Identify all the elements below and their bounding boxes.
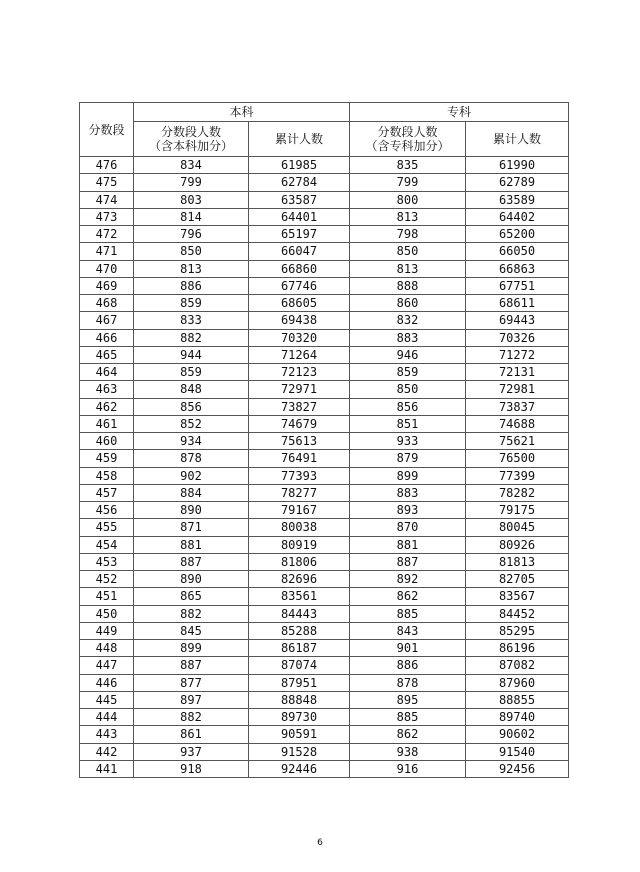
junior-count-cell: 813 — [350, 260, 466, 277]
table-row — [80, 605, 569, 622]
junior-count-cell: 888 — [350, 277, 466, 294]
undergrad-count-cell: 834 — [134, 157, 249, 174]
junior-cumulative-cell: 87960 — [466, 674, 569, 691]
table-row — [80, 312, 569, 329]
junior-count-cell: 832 — [350, 312, 466, 329]
junior-count-cell: 870 — [350, 519, 466, 536]
table-row — [80, 691, 569, 708]
undergrad-cumulative-cell: 79167 — [249, 502, 350, 519]
undergrad-count-cell: 856 — [134, 398, 249, 415]
score-cell: 469 — [80, 277, 134, 294]
junior-count-cell: 893 — [350, 502, 466, 519]
score-cell: 462 — [80, 398, 134, 415]
table-row — [80, 381, 569, 398]
score-cell: 451 — [80, 588, 134, 605]
table-row — [80, 346, 569, 363]
junior-cumulative-cell: 82705 — [466, 571, 569, 588]
junior-count-cell: 879 — [350, 450, 466, 467]
junior-count-cell: 799 — [350, 174, 466, 191]
table-row — [80, 760, 569, 777]
table-row — [80, 450, 569, 467]
score-cell: 453 — [80, 553, 134, 570]
table-row — [80, 277, 569, 294]
score-cell: 466 — [80, 329, 134, 346]
junior-count-cell: 862 — [350, 726, 466, 743]
table-row — [80, 467, 569, 484]
undergrad-count-cell: 833 — [134, 312, 249, 329]
undergrad-count-cell: 845 — [134, 622, 249, 639]
junior-cumulative-cell: 79175 — [466, 502, 569, 519]
header-junior-count-line1: 分数段人数 — [377, 125, 438, 139]
undergrad-cumulative-cell: 76491 — [249, 450, 350, 467]
undergrad-count-cell: 799 — [134, 174, 249, 191]
score-cell: 457 — [80, 484, 134, 501]
score-cell: 445 — [80, 691, 134, 708]
score-cell: 443 — [80, 726, 134, 743]
junior-cumulative-cell: 87082 — [466, 657, 569, 674]
undergrad-cumulative-cell: 88848 — [249, 691, 350, 708]
table-row — [80, 157, 569, 174]
undergrad-count-cell: 813 — [134, 260, 249, 277]
junior-count-cell: 892 — [350, 571, 466, 588]
score-cell: 475 — [80, 174, 134, 191]
table-row — [80, 709, 569, 726]
junior-count-cell: 850 — [350, 243, 466, 260]
score-cell: 447 — [80, 657, 134, 674]
junior-cumulative-cell: 61990 — [466, 157, 569, 174]
junior-count-cell: 851 — [350, 415, 466, 432]
junior-cumulative-cell: 68611 — [466, 295, 569, 312]
junior-cumulative-cell: 65200 — [466, 226, 569, 243]
junior-cumulative-cell: 62789 — [466, 174, 569, 191]
score-cell: 456 — [80, 502, 134, 519]
junior-cumulative-cell: 76500 — [466, 450, 569, 467]
score-cell: 459 — [80, 450, 134, 467]
junior-count-cell: 859 — [350, 364, 466, 381]
undergrad-cumulative-cell: 86187 — [249, 640, 350, 657]
score-cell: 442 — [80, 743, 134, 760]
score-cell: 460 — [80, 433, 134, 450]
table-row — [80, 640, 569, 657]
junior-cumulative-cell: 74688 — [466, 415, 569, 432]
score-cell: 458 — [80, 467, 134, 484]
undergrad-count-cell: 877 — [134, 674, 249, 691]
undergrad-cumulative-cell: 89730 — [249, 709, 350, 726]
score-cell: 465 — [80, 346, 134, 363]
undergrad-cumulative-cell: 66047 — [249, 243, 350, 260]
undergrad-count-cell: 882 — [134, 605, 249, 622]
junior-cumulative-cell: 80926 — [466, 536, 569, 553]
undergrad-count-cell: 871 — [134, 519, 249, 536]
junior-count-cell: 881 — [350, 536, 466, 553]
undergrad-count-cell: 890 — [134, 571, 249, 588]
undergrad-cumulative-cell: 85288 — [249, 622, 350, 639]
junior-cumulative-cell: 67751 — [466, 277, 569, 294]
junior-cumulative-cell: 75621 — [466, 433, 569, 450]
undergrad-count-cell: 861 — [134, 726, 249, 743]
undergrad-cumulative-cell: 83561 — [249, 588, 350, 605]
undergrad-count-cell: 850 — [134, 243, 249, 260]
header-junior-cumulative: 累计人数 — [466, 122, 569, 157]
table-row — [80, 553, 569, 570]
undergrad-count-cell: 897 — [134, 691, 249, 708]
undergrad-cumulative-cell: 81806 — [249, 553, 350, 570]
junior-count-cell: 887 — [350, 553, 466, 570]
undergrad-count-cell: 814 — [134, 208, 249, 225]
undergrad-count-cell: 852 — [134, 415, 249, 432]
header-junior-count-line2: （含专科加分） — [365, 139, 450, 153]
undergrad-cumulative-cell: 70320 — [249, 329, 350, 346]
undergrad-count-cell: 796 — [134, 226, 249, 243]
undergrad-cumulative-cell: 71264 — [249, 346, 350, 363]
junior-count-cell: 856 — [350, 398, 466, 415]
table-row — [80, 726, 569, 743]
score-cell: 446 — [80, 674, 134, 691]
undergrad-count-cell: 803 — [134, 191, 249, 208]
undergrad-cumulative-cell: 90591 — [249, 726, 350, 743]
header-row-groups — [80, 103, 569, 122]
table-row — [80, 502, 569, 519]
undergrad-count-cell: 882 — [134, 709, 249, 726]
undergrad-count-cell: 890 — [134, 502, 249, 519]
table-row — [80, 398, 569, 415]
junior-count-cell: 878 — [350, 674, 466, 691]
junior-cumulative-cell: 70326 — [466, 329, 569, 346]
table-row — [80, 674, 569, 691]
junior-cumulative-cell: 85295 — [466, 622, 569, 639]
junior-cumulative-cell: 80045 — [466, 519, 569, 536]
table-row — [80, 571, 569, 588]
junior-cumulative-cell: 73837 — [466, 398, 569, 415]
undergrad-count-cell: 884 — [134, 484, 249, 501]
table-row — [80, 174, 569, 191]
table-row — [80, 208, 569, 225]
junior-cumulative-cell: 78282 — [466, 484, 569, 501]
score-cell: 473 — [80, 208, 134, 225]
undergrad-cumulative-cell: 73827 — [249, 398, 350, 415]
score-cell: 449 — [80, 622, 134, 639]
undergrad-count-cell: 882 — [134, 329, 249, 346]
table-row — [80, 243, 569, 260]
score-cell: 464 — [80, 364, 134, 381]
undergrad-cumulative-cell: 69438 — [249, 312, 350, 329]
table-row — [80, 295, 569, 312]
page-number: 6 — [317, 838, 323, 848]
undergrad-cumulative-cell: 91528 — [249, 743, 350, 760]
undergrad-count-cell: 887 — [134, 657, 249, 674]
junior-count-cell: 798 — [350, 226, 466, 243]
score-cell: 471 — [80, 243, 134, 260]
undergrad-count-cell: 934 — [134, 433, 249, 450]
score-cell: 441 — [80, 760, 134, 777]
junior-cumulative-cell: 72981 — [466, 381, 569, 398]
undergrad-count-cell: 899 — [134, 640, 249, 657]
undergrad-count-cell: 848 — [134, 381, 249, 398]
junior-count-cell: 843 — [350, 622, 466, 639]
junior-cumulative-cell: 88855 — [466, 691, 569, 708]
junior-cumulative-cell: 71272 — [466, 346, 569, 363]
header-undergrad-count — [134, 122, 249, 157]
junior-cumulative-cell: 90602 — [466, 726, 569, 743]
table-row — [80, 484, 569, 501]
score-cell: 470 — [80, 260, 134, 277]
undergrad-cumulative-cell: 61985 — [249, 157, 350, 174]
junior-cumulative-cell: 64402 — [466, 208, 569, 225]
score-cell: 474 — [80, 191, 134, 208]
table-row — [80, 329, 569, 346]
table-row — [80, 415, 569, 432]
undergrad-count-cell: 902 — [134, 467, 249, 484]
undergrad-cumulative-cell: 80038 — [249, 519, 350, 536]
undergrad-cumulative-cell: 77393 — [249, 467, 350, 484]
table-body — [80, 157, 569, 778]
undergrad-count-cell: 887 — [134, 553, 249, 570]
header-undergrad-count-line1: 分数段人数 — [160, 125, 221, 139]
score-cell: 444 — [80, 709, 134, 726]
junior-count-cell: 860 — [350, 295, 466, 312]
score-distribution-table — [79, 102, 569, 778]
undergrad-cumulative-cell: 62784 — [249, 174, 350, 191]
junior-cumulative-cell: 66863 — [466, 260, 569, 277]
junior-cumulative-cell: 86196 — [466, 640, 569, 657]
score-cell: 468 — [80, 295, 134, 312]
header-undergrad-group: 本科 — [134, 103, 350, 122]
undergrad-count-cell: 878 — [134, 450, 249, 467]
junior-count-cell: 800 — [350, 191, 466, 208]
junior-count-cell: 886 — [350, 657, 466, 674]
undergrad-cumulative-cell: 72971 — [249, 381, 350, 398]
table-row — [80, 622, 569, 639]
junior-cumulative-cell: 89740 — [466, 709, 569, 726]
junior-cumulative-cell: 77399 — [466, 467, 569, 484]
junior-count-cell: 946 — [350, 346, 466, 363]
undergrad-cumulative-cell: 82696 — [249, 571, 350, 588]
score-cell: 463 — [80, 381, 134, 398]
junior-count-cell: 850 — [350, 381, 466, 398]
header-junior-count — [350, 122, 466, 157]
table-row — [80, 743, 569, 760]
score-cell: 476 — [80, 157, 134, 174]
header-junior-group: 专科 — [350, 103, 569, 122]
table-row — [80, 260, 569, 277]
junior-count-cell: 862 — [350, 588, 466, 605]
undergrad-cumulative-cell: 66860 — [249, 260, 350, 277]
junior-cumulative-cell: 92456 — [466, 760, 569, 777]
table-row — [80, 433, 569, 450]
junior-count-cell: 916 — [350, 760, 466, 777]
junior-cumulative-cell: 69443 — [466, 312, 569, 329]
junior-count-cell: 899 — [350, 467, 466, 484]
undergrad-cumulative-cell: 78277 — [249, 484, 350, 501]
junior-count-cell: 933 — [350, 433, 466, 450]
undergrad-cumulative-cell: 87074 — [249, 657, 350, 674]
table-row — [80, 657, 569, 674]
junior-count-cell: 938 — [350, 743, 466, 760]
junior-count-cell: 895 — [350, 691, 466, 708]
undergrad-cumulative-cell: 74679 — [249, 415, 350, 432]
junior-count-cell: 885 — [350, 605, 466, 622]
undergrad-count-cell: 918 — [134, 760, 249, 777]
undergrad-cumulative-cell: 67746 — [249, 277, 350, 294]
undergrad-count-cell: 865 — [134, 588, 249, 605]
undergrad-cumulative-cell: 75613 — [249, 433, 350, 450]
junior-cumulative-cell: 66050 — [466, 243, 569, 260]
undergrad-cumulative-cell: 80919 — [249, 536, 350, 553]
header-undergrad-count-line2: （含本科加分） — [148, 139, 233, 153]
undergrad-count-cell: 859 — [134, 364, 249, 381]
junior-count-cell: 883 — [350, 484, 466, 501]
undergrad-count-cell: 881 — [134, 536, 249, 553]
header-row-columns — [80, 122, 569, 157]
table-row — [80, 191, 569, 208]
junior-cumulative-cell: 84452 — [466, 605, 569, 622]
table-row — [80, 519, 569, 536]
undergrad-count-cell: 944 — [134, 346, 249, 363]
undergrad-cumulative-cell: 87951 — [249, 674, 350, 691]
score-cell: 472 — [80, 226, 134, 243]
undergrad-count-cell: 937 — [134, 743, 249, 760]
junior-count-cell: 835 — [350, 157, 466, 174]
junior-count-cell: 885 — [350, 709, 466, 726]
score-cell: 454 — [80, 536, 134, 553]
score-cell: 455 — [80, 519, 134, 536]
table-row — [80, 364, 569, 381]
junior-cumulative-cell: 91540 — [466, 743, 569, 760]
header-score-band: 分数段 — [80, 103, 134, 157]
junior-count-cell: 813 — [350, 208, 466, 225]
undergrad-cumulative-cell: 72123 — [249, 364, 350, 381]
score-cell: 467 — [80, 312, 134, 329]
junior-count-cell: 883 — [350, 329, 466, 346]
undergrad-cumulative-cell: 65197 — [249, 226, 350, 243]
junior-cumulative-cell: 72131 — [466, 364, 569, 381]
score-cell: 450 — [80, 605, 134, 622]
junior-count-cell: 901 — [350, 640, 466, 657]
table-row — [80, 588, 569, 605]
score-cell: 448 — [80, 640, 134, 657]
undergrad-cumulative-cell: 68605 — [249, 295, 350, 312]
junior-cumulative-cell: 83567 — [466, 588, 569, 605]
undergrad-cumulative-cell: 92446 — [249, 760, 350, 777]
table-row — [80, 226, 569, 243]
junior-cumulative-cell: 81813 — [466, 553, 569, 570]
score-cell: 461 — [80, 415, 134, 432]
undergrad-cumulative-cell: 64401 — [249, 208, 350, 225]
junior-cumulative-cell: 63589 — [466, 191, 569, 208]
undergrad-count-cell: 859 — [134, 295, 249, 312]
undergrad-cumulative-cell: 84443 — [249, 605, 350, 622]
table-row — [80, 536, 569, 553]
header-undergrad-cumulative: 累计人数 — [249, 122, 350, 157]
score-cell: 452 — [80, 571, 134, 588]
undergrad-count-cell: 886 — [134, 277, 249, 294]
undergrad-cumulative-cell: 63587 — [249, 191, 350, 208]
